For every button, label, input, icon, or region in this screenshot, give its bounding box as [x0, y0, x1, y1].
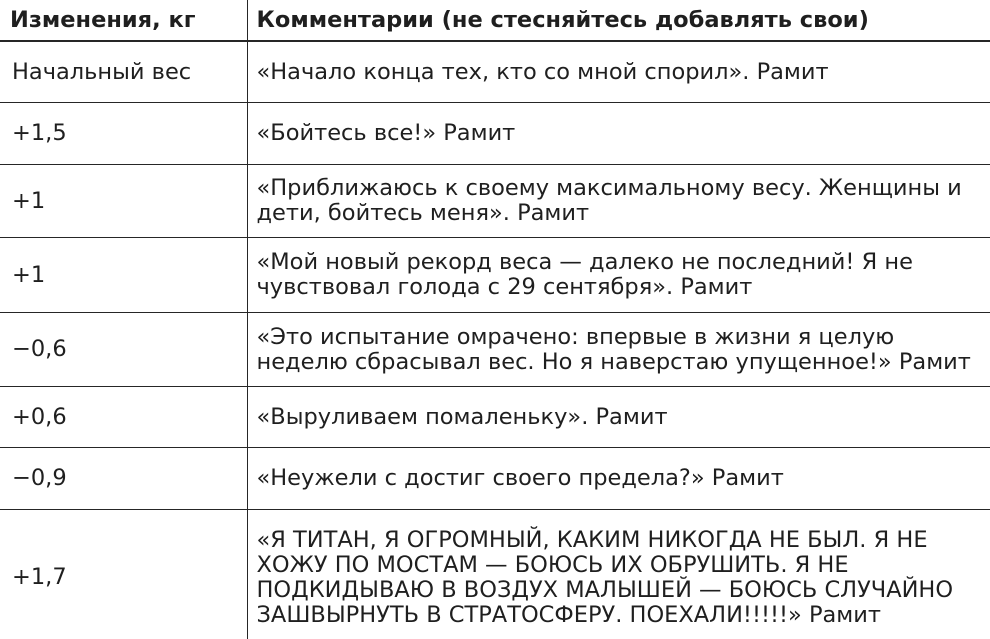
table-row — [0, 448, 990, 510]
comment-cell: «Бойтесь все!» Рамит — [247, 103, 990, 165]
column-header-change: Изменения, кг — [0, 0, 247, 41]
comment-cell: «Мой новый рекорд веса — далеко не последний! Я не чувствовал голода с 29 сентября». Рамит — [247, 238, 990, 313]
table-row — [0, 103, 990, 165]
change-cell: +1 — [0, 165, 247, 238]
table-row — [0, 387, 990, 448]
table-row — [0, 165, 990, 238]
comment-cell: «Это испытание омрачено: впервые в жизни я целую неделю сбрасывал вес. Но я наверстаю упущенное!» Рамит — [247, 313, 990, 387]
column-header-comment: Комментарии (не стесняйтесь добавлять свои) — [247, 0, 990, 41]
comment-cell: «Приближаюсь к своему максимальному весу. Женщины и дети, бойтесь меня». Рамит — [247, 165, 990, 238]
table-row — [0, 41, 990, 103]
comment-cell: «Я ТИТАН, Я ОГРОМНЫЙ, КАКИМ НИКОГДА НЕ БЫЛ. Я НЕ ХОЖУ ПО МОСТАМ — БОЮСЬ ИХ ОБРУШИТЬ. Я НЕ ПОДКИДЫВАЮ В ВОЗДУХ МАЛЫШЕЙ — БОЮСЬ СЛУЧАЙНО ЗАШВЫРНУТЬ В СТРАТОСФЕРУ. ПОЕХАЛИ!!!!!» Рамит — [247, 510, 990, 639]
change-cell: +0,6 — [0, 387, 247, 448]
change-cell: +1 — [0, 238, 247, 313]
change-cell: +1,5 — [0, 103, 247, 165]
change-cell: −0,6 — [0, 313, 247, 387]
change-cell: −0,9 — [0, 448, 247, 510]
comment-cell: «Неужели с достиг своего предела?» Рамит — [247, 448, 990, 510]
table-row — [0, 313, 990, 387]
comment-cell: «Выруливаем помаленьку». Рамит — [247, 387, 990, 448]
table-row — [0, 510, 990, 639]
table-row — [0, 238, 990, 313]
change-cell: Начальный вес — [0, 41, 247, 103]
change-cell: +1,7 — [0, 510, 247, 639]
comment-cell: «Начало конца тех, кто со мной спорил». Рамит — [247, 41, 990, 103]
table-header-row — [0, 0, 990, 41]
